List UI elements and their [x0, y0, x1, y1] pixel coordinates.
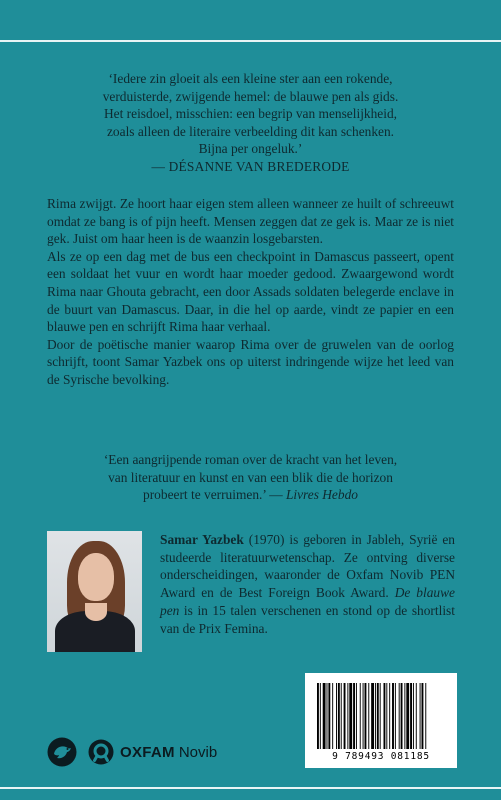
barcode-bar [406, 683, 409, 749]
barcode-bar [353, 683, 355, 749]
barcode-bar [344, 683, 346, 749]
quote-text: probeert te verruimen.’ — [143, 487, 286, 502]
barcode-bar [422, 683, 424, 749]
isbn-barcode [305, 673, 457, 768]
blurb-paragraph: Door de poëtische manier waarop Rima over de gruwelen van de oorlog schrijft, toont Samar Yazbek ons op uiterst indringende wijze het leed van de Syrische bevolking. [47, 336, 454, 387]
barcode-bar [413, 683, 414, 749]
barcode-bar [320, 683, 321, 749]
barcode-bar [328, 683, 330, 749]
novib-wordmark: Novib [178, 743, 218, 761]
barcode-bar [349, 683, 352, 749]
barcode-bar [377, 683, 379, 749]
barcode-bar [386, 683, 387, 749]
author-name: Samar Yazbek [160, 532, 244, 547]
quote-line: zoals alleen de literaire verbeelding dit kan schenken. [106, 123, 395, 139]
barcode-bars [317, 683, 445, 749]
barcode-bar [399, 683, 400, 749]
quote-attribution: — DÉSANNE VAN BREDERODE [151, 158, 350, 174]
barcode-bar [317, 683, 319, 749]
barcode-bar [341, 683, 342, 749]
blurb-paragraph: Als ze op een dag met de bus een checkpoint in Damascus passeert, opent een soldaat het vuur en wordt haar moeder gedood. Zwaargewond wordt Rima naar Ghouta gebracht, een door Assads soldaten belegerde enclave in de buurt van Damascus. Daar, in die hel op aarde, vindt ze papier en een blauwe pen en schrijft Rima haar verhaal. [47, 248, 454, 335]
barcode-bar [356, 683, 357, 749]
photo-neck [85, 603, 107, 621]
barcode-bar [389, 683, 390, 749]
oxfam-novib-logo [88, 737, 217, 767]
review-quote-top [30, 70, 471, 175]
barcode-bar [384, 683, 386, 749]
photo-face [78, 553, 114, 601]
barcode-bar [410, 683, 412, 749]
barcode-bar [347, 683, 348, 749]
book-title: De blauwe pen [160, 585, 455, 618]
barcode-bar [392, 683, 394, 749]
isbn-number: 9 789493 081185 [332, 751, 430, 762]
blurb-paragraph: Rima zwijgt. Ze hoort haar eigen stem alleen wanneer ze huilt of schreeuwt omdat ze bang is of pijn heeft. Mensen zeggen dat ze gek is. Maar ze is niet gek. Juist om haar heen is de waanzin losgebarsten. [47, 196, 454, 247]
barcode-bar [371, 683, 374, 749]
barcode-bar [323, 683, 326, 749]
review-quote-bottom [30, 451, 471, 504]
quote-line: Het reisdoel, misschien: een begrip van menselijkheid, [103, 106, 398, 121]
quote-line: verduisterde, zwijgende hemel: de blauwe pen als gids. [102, 88, 399, 104]
barcode-bar [420, 683, 421, 749]
blurb-text [47, 195, 454, 389]
barcode-bar [338, 683, 340, 749]
quote-source: Livres Hebdo [285, 487, 358, 502]
barcode-bar [365, 683, 367, 749]
barcode-bar [416, 683, 417, 749]
barcode-bar [332, 683, 333, 749]
author-photo [47, 531, 142, 652]
barcode-bar [404, 683, 405, 749]
barcode-bar [401, 683, 403, 749]
bird-logo-icon [47, 737, 77, 767]
bio-text: (1970) is geboren in Jableh, Syrië en studeerde literatuurwetenschap. Ze ontving diverse onderscheidingen, waaronder de Oxfam Novib PEN Award en de Best Foreign Book Award. [160, 532, 455, 601]
quote-line: ‘Iedere zin gloeit als een kleine ster aan een rokende, [108, 71, 393, 86]
barcode-bar [380, 683, 381, 749]
oxfam-wordmark: OXFAM [120, 743, 175, 761]
quote-line: Bijna per ongeluk.’ [198, 141, 303, 156]
quote-line: van literatuur en kunst en van een blik die de horizon [108, 469, 393, 485]
barcode-bar [375, 683, 376, 749]
barcode-bar [363, 683, 364, 749]
bottom-rule [0, 787, 501, 789]
bio-text: is in 15 talen verschenen en stond op de shortlist van de Prix Femina. [160, 602, 455, 636]
author-bio [160, 531, 455, 637]
barcode-bar [368, 683, 369, 749]
barcode-bar [327, 683, 328, 749]
barcode-bar [336, 683, 337, 749]
oxfam-logo-icon [88, 739, 114, 765]
quote-line: ‘Een aangrijpende roman over de kracht van het leven, [103, 452, 398, 467]
quote-line [30, 486, 471, 504]
barcode-bar [395, 683, 396, 749]
barcode-bar [360, 683, 361, 749]
barcode-bar [425, 683, 426, 749]
top-rule [0, 40, 501, 42]
